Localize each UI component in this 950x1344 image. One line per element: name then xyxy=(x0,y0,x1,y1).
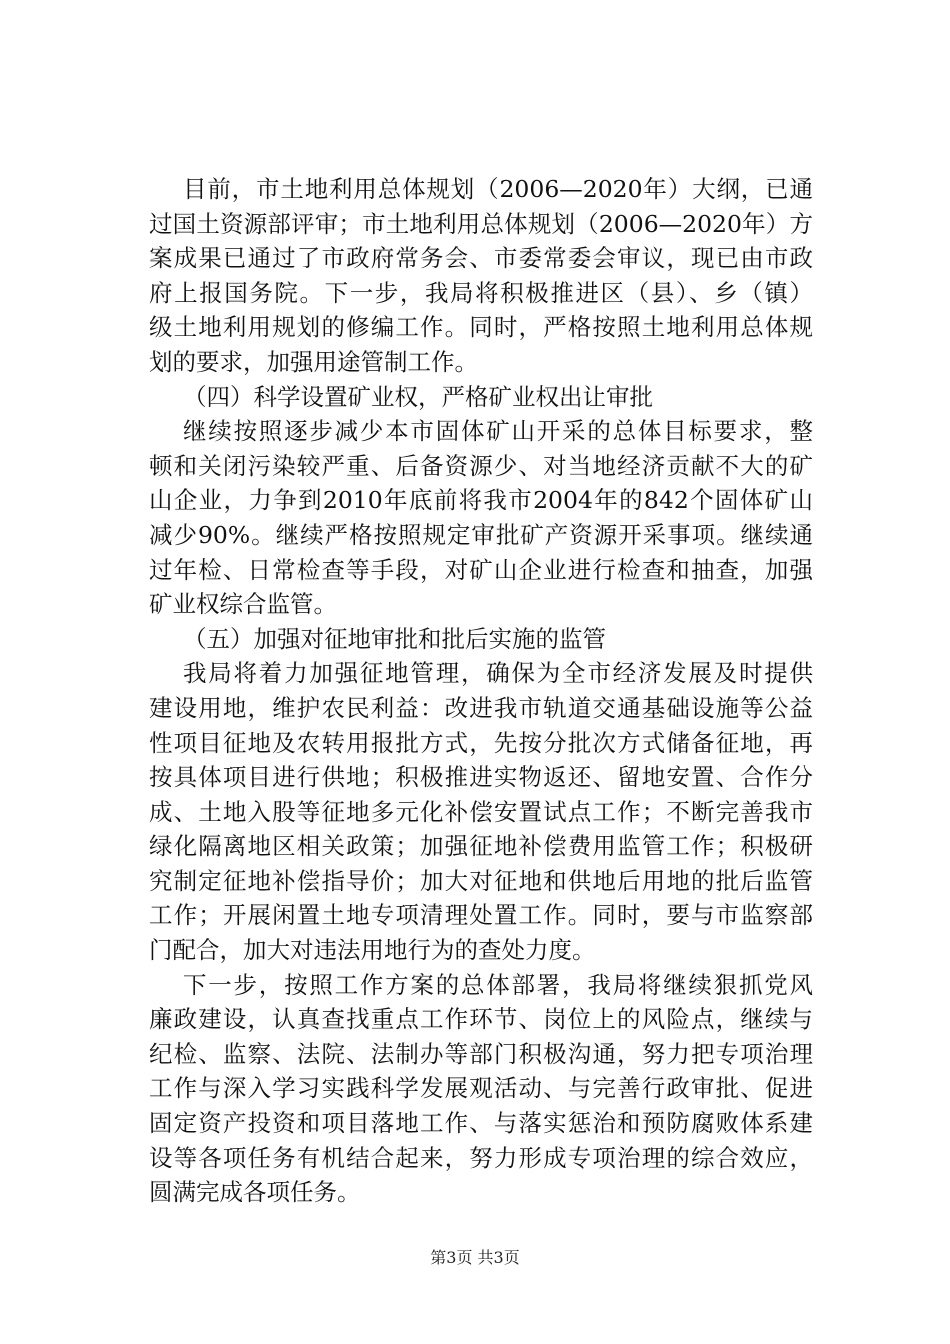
paragraph-line: 工作；开展闲置土地专项清理处置工作。同时，要与市监察部 xyxy=(149,901,813,930)
paragraph-line: 顿和关闭污染较严重、后备资源少、对当地经济贡献不大的矿 xyxy=(149,451,813,480)
page-footer: 第3页 共3页 xyxy=(430,1248,520,1267)
paragraph-line: 目前，市土地利用总体规划（2006—2020年）大纲，已通 xyxy=(183,175,813,203)
paragraph-line: 我局将着力加强征地管理，确保为全市经济发展及时提供 xyxy=(183,659,813,688)
paragraph-line: 按具体项目进行供地；积极推进实物返还、留地安置、合作分 xyxy=(149,763,813,792)
paragraph-line: 建设用地，维护农民利益：改进我市轨道交通基础设施等公益 xyxy=(149,693,813,722)
paragraph-line: 过年检、日常检查等手段，对矿山企业进行检查和抽查，加强 xyxy=(149,555,813,584)
paragraph-line: 级土地利用规划的修编工作。同时，严格按照土地利用总体规 xyxy=(149,313,813,342)
paragraph-line: 圆满完成各项任务。 xyxy=(149,1178,361,1207)
paragraph-line: 性项目征地及农转用报批方式，先按分批次方式储备征地，再 xyxy=(149,728,813,757)
paragraph-line: 工作与深入学习实践科学发展观活动、与完善行政审批、促进 xyxy=(149,1074,813,1103)
document-body xyxy=(149,172,813,1210)
paragraph-line: 门配合，加大对违法用地行为的查处力度。 xyxy=(149,936,596,965)
paragraph-line: 案成果已通过了市政府常务会、市委常委会审议，现已由市政 xyxy=(149,244,813,273)
paragraph-line: 绿化隔离地区相关政策；加强征地补偿费用监管工作；积极研 xyxy=(149,832,813,861)
paragraph-line: 山企业，力争到2010年底前将我市2004年的842个固体矿山 xyxy=(149,486,813,515)
paragraph-line: 究制定征地补偿指导价；加大对征地和供地后用地的批后监管 xyxy=(149,866,813,895)
paragraph-line: 矿业权综合监管。 xyxy=(149,590,337,619)
paragraph-line: 减少90%。继续严格按照规定审批矿产资源开采事项。继续通 xyxy=(149,520,813,549)
paragraph-line: 府上报国务院。下一步，我局将积极推进区（县）、乡（镇） xyxy=(149,278,813,307)
paragraph-line: 固定资产投资和项目落地工作、与落实惩治和预防腐败体系建 xyxy=(149,1109,813,1138)
paragraph-line: 过国土资源部评审；市土地利用总体规划（2006—2020年）方 xyxy=(149,209,813,238)
section-heading: （五）加强对征地审批和批后实施的监管 xyxy=(183,624,606,653)
paragraph-line: 设等各项任务有机结合起来，努力形成专项治理的综合效应， xyxy=(149,1143,813,1172)
paragraph-line: 下一步，按照工作方案的总体部署，我局将继续狠抓党风 xyxy=(183,970,813,999)
paragraph-line: 成、土地入股等征地多元化补偿安置试点工作；不断完善我市 xyxy=(149,797,813,826)
paragraph-line: 划的要求，加强用途管制工作。 xyxy=(149,347,478,376)
paragraph-line: 继续按照逐步减少本市固体矿山开采的总体目标要求，整 xyxy=(183,417,813,446)
paragraph-line: 廉政建设，认真查找重点工作环节、岗位上的风险点，继续与 xyxy=(149,1005,813,1034)
paragraph-line: 纪检、监察、法院、法制办等部门积极沟通，努力把专项治理 xyxy=(149,1039,813,1068)
section-heading: （四）科学设置矿业权，严格矿业权出让审批 xyxy=(183,382,653,411)
